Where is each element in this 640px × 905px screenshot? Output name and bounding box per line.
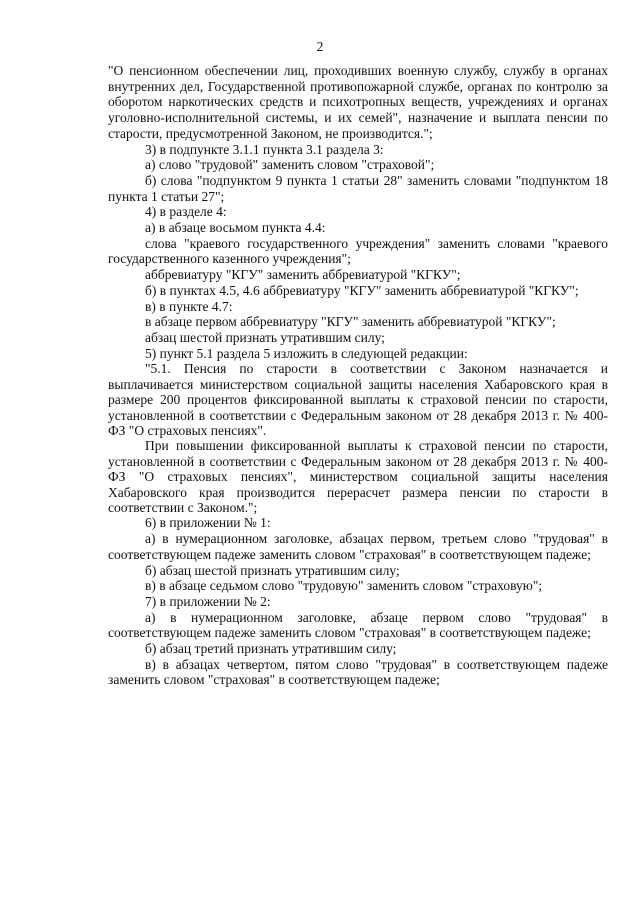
paragraph-14: "5.1. Пенсия по старости в соответствии с Законом назначается и выплачивается министерством социальной защиты населения Хабаровского края в размере 200 процентов фиксированной выплаты к страховой пенсии по старости, установленной в соответствии с Федеральным законом от 28 декабря 2013 г. № 400-ФЗ "О страховых пенсиях". [108,361,608,438]
paragraph-4: б) слова "подпунктом 9 пункта 1 статьи 28" заменить словами "подпунктом 18 пункта 1 статьи 27"; [108,172,608,204]
paragraph-8: аббревиатуру "КГУ" заменить аббревиатурой "КГКУ"; [145,267,461,283]
paragraph-19: в) в абзаце седьмом слово "трудовую" заменить словом "страховую"; [145,578,543,594]
paragraph-3: а) слово "трудовой" заменить словом "страховой"; [145,157,435,173]
paragraph-7: слова "краевого государственного учреждения" заменить словами "краевого государственного казенного учреждения"; [108,235,608,267]
paragraph-12: абзац шестой признать утратившим силу; [145,329,385,345]
paragraph-20: 7) в приложении № 2: [145,593,271,609]
paragraph-9: б) в пунктах 4.5, 4.6 аббревиатуру "КГУ" заменить аббревиатурой "КГКУ"; [145,282,579,298]
paragraph-17: а) в нумерационном заголовке, абзацах первом, третьем слово "трудовая" в соответствующем падеже заменить словом "страховая" в соответствующем падеже; [108,531,608,562]
paragraph-13: 5) пункт 5.1 раздела 5 изложить в следующей редакции: [145,345,468,361]
paragraph-10: в) в пункте 4.7: [145,298,233,314]
paragraph-11: в абзаце первом аббревиатуру "КГУ" заменить аббревиатурой "КГКУ"; [145,314,556,330]
paragraph-1: "О пенсионном обеспечении лиц, проходивших военную службу, службу в органах внутренних дел, Государственной противопожарной службе, органах по контролю за оборотом наркотических средств и психотропных веществ, учреждениях и органах уголовно-исполнительной системы, и их семей", назначение и выплата пенсии по старости, предусмотренной Законом, не производится."; [108,63,608,141]
document-body [108,63,608,688]
paragraph-16: 6) в приложении № 1: [145,515,271,531]
paragraph-21: а) в нумерационном заголовке, абзаце первом слово "трудовая" в соответствующем падеже заменить словом "страховая" в соответствующем падеже; [108,609,608,641]
paragraph-22: б) абзац третий признать утратившим силу; [145,641,397,657]
paragraph-5: 4) в разделе 4: [145,204,227,220]
page-number: 2 [316,39,324,54]
paragraph-15: При повышении фиксированной выплаты к страховой пенсии по старости, установленной в соответствии с Федеральным законом от 28 декабря 2013 г. № 400-ФЗ "О страховых пенсиях", министерством социальной защиты населения Хабаровского края производится перерасчет размера пенсии по старости в соответствии с Законом."; [108,438,608,516]
paragraph-23: в) в абзацах четвертом, пятом слово "трудовая" в соответствующем падеже заменить словом "страховая" в соответствующем падеже; [108,656,608,688]
paragraph-2: 3) в подпункте 3.1.1 пункта 3.1 раздела 3: [145,141,384,157]
paragraph-18: б) абзац шестой признать утратившим силу; [145,562,400,578]
paragraph-6: а) в абзаце восьмом пункта 4.4: [145,220,326,236]
